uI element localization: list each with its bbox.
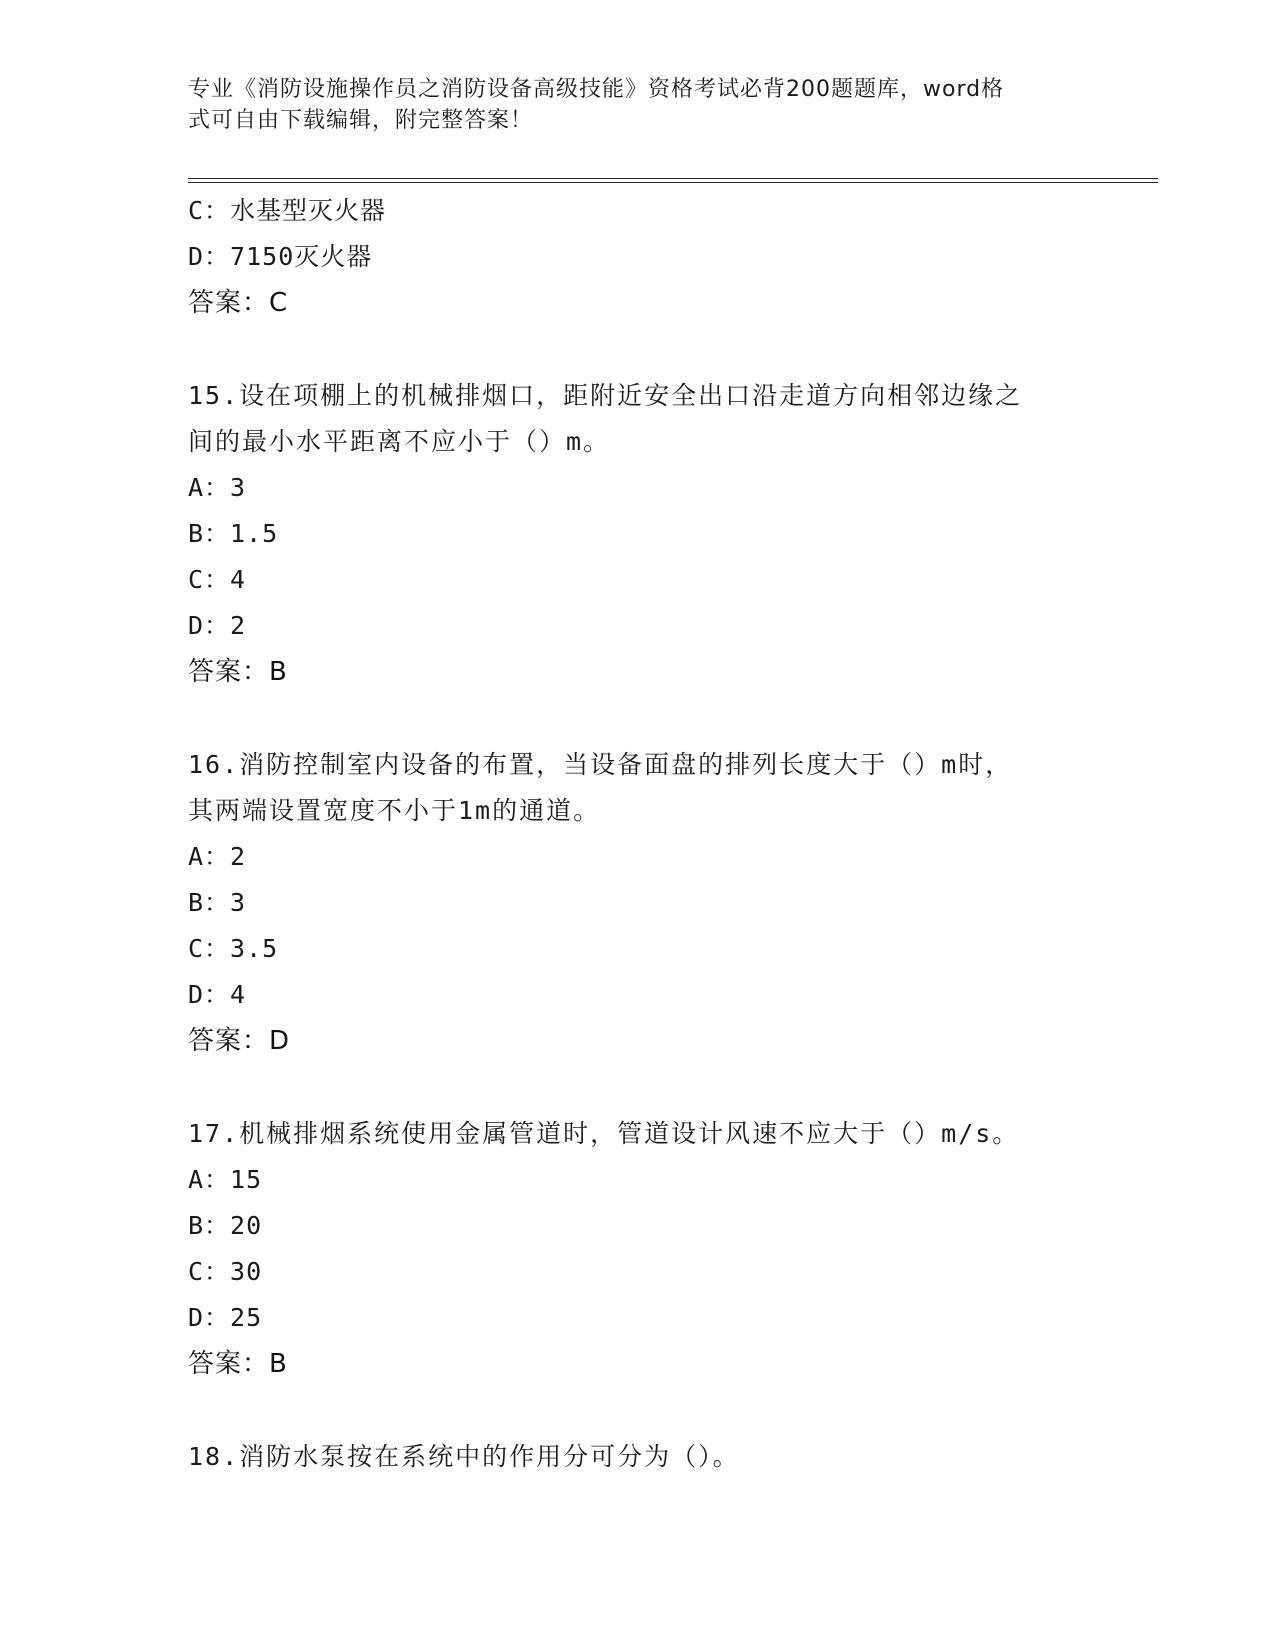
header-line-1: 专业《消防设施操作员之消防设备高级技能》资格考试必背200题题库，word格 (188, 77, 1005, 102)
spacer (188, 1387, 1088, 1434)
option-d: D：25 (188, 1303, 263, 1332)
question-text-line: 15.设在项棚上的机械排烟口，距附近安全出口沿走道方向相邻边缘之 (188, 381, 1023, 410)
option-b: B：3 (188, 888, 247, 917)
question-text-line: 18.消防水泵按在系统中的作用分可分为（）。 (188, 1442, 740, 1471)
header-divider-top (188, 178, 1158, 179)
question-text-line: 17.机械排烟系统使用金属管道时，管道设计风速不应大于（）m/s。 (188, 1119, 1020, 1148)
previous-question-tail (188, 188, 1088, 326)
question-18 (188, 1434, 1088, 1480)
question-17 (188, 1111, 1088, 1387)
option-c: C：30 (188, 1257, 263, 1286)
option-b: B：1.5 (188, 519, 279, 548)
question-15 (188, 373, 1088, 695)
option-c: C：水基型灭火器 (188, 196, 387, 225)
answer-line: 答案：B (188, 1349, 288, 1379)
question-content (188, 188, 1088, 1480)
header-divider-bottom (188, 182, 1158, 183)
answer-line: 答案：C (188, 288, 289, 318)
answer-line: 答案：D (188, 1026, 291, 1056)
answer-line: 答案：B (188, 657, 288, 687)
spacer (188, 695, 1088, 742)
option-d: D：2 (188, 611, 247, 640)
option-a: A：15 (188, 1165, 263, 1194)
option-a: A：2 (188, 842, 247, 871)
spacer (188, 1064, 1088, 1111)
option-c: C：4 (188, 565, 247, 594)
option-b: B：20 (188, 1211, 263, 1240)
option-d: D：4 (188, 980, 247, 1009)
spacer (188, 326, 1088, 373)
option-c: C：3.5 (188, 934, 279, 963)
question-text-line: 间的最小水平距离不应小于（）m。 (188, 427, 611, 456)
question-16 (188, 742, 1088, 1064)
question-text-line: 其两端设置宽度不小于1m的通道。 (188, 796, 601, 825)
option-a: A：3 (188, 473, 247, 502)
header-line-2: 式可自由下载编辑，附完整答案！ (188, 108, 534, 133)
question-text-line: 16.消防控制室内设备的布置，当设备面盘的排列长度大于（）m时， (188, 750, 1013, 779)
document-header (188, 74, 1068, 136)
option-d: D：7150灭火器 (188, 242, 373, 271)
